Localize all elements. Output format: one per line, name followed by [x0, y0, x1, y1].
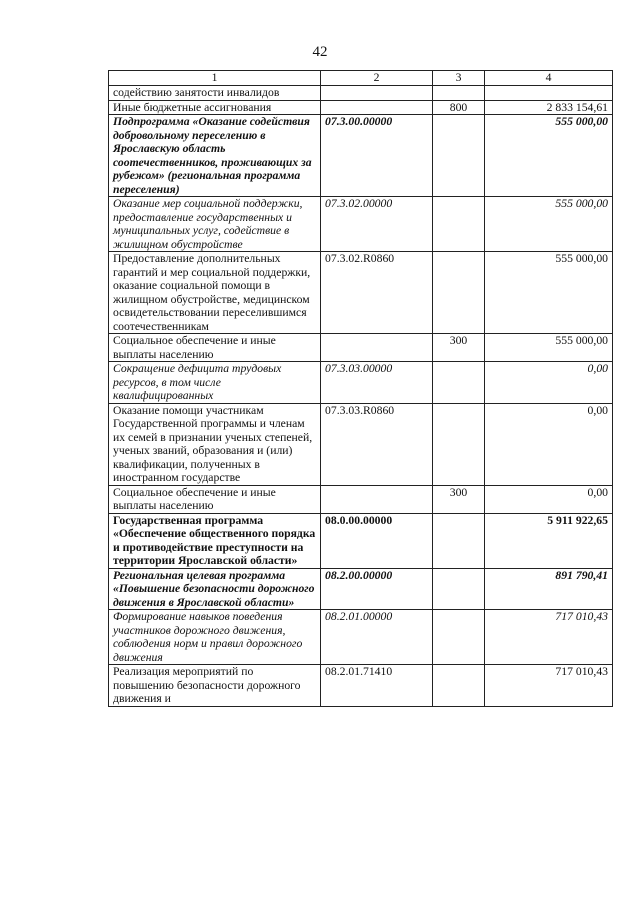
row-amount-cell: 0,00: [485, 485, 613, 513]
table-row: [109, 665, 613, 707]
row-name-cell: содействию занятости инвалидов: [109, 86, 321, 101]
table-row: [109, 513, 613, 568]
row-code-cell: 07.3.00.00000: [321, 115, 433, 197]
table-row: [109, 362, 613, 404]
row-code-cell: 07.3.03.00000: [321, 362, 433, 404]
row-code-cell: [321, 485, 433, 513]
row-code-cell: 08.2.01.00000: [321, 610, 433, 665]
row-amount-cell: [485, 86, 613, 101]
row-type-cell: [433, 610, 485, 665]
row-name-cell: Государственная программа «Обеспечение общественного порядка и противодействие преступности на территории Ярославской области»: [109, 513, 321, 568]
row-amount-cell: 555 000,00: [485, 197, 613, 252]
table-row: [109, 403, 613, 485]
row-code-cell: [321, 334, 433, 362]
row-amount-cell: 555 000,00: [485, 252, 613, 334]
column-header-name: 1: [109, 71, 321, 86]
row-amount-cell: 0,00: [485, 403, 613, 485]
column-header-amount: 4: [485, 71, 613, 86]
table-header-row: [109, 71, 613, 86]
table-row: [109, 568, 613, 610]
row-type-cell: [433, 115, 485, 197]
table-row: [109, 610, 613, 665]
table-row: [109, 100, 613, 115]
row-code-cell: 08.2.01.71410: [321, 665, 433, 707]
row-type-cell: [433, 86, 485, 101]
row-name-cell: Иные бюджетные ассигнования: [109, 100, 321, 115]
row-type-cell: [433, 568, 485, 610]
page-number: 42: [312, 44, 328, 60]
row-amount-cell: 717 010,43: [485, 665, 613, 707]
table-row: [109, 334, 613, 362]
row-code-cell: 08.0.00.00000: [321, 513, 433, 568]
row-amount-cell: 555 000,00: [485, 115, 613, 197]
row-type-cell: 300: [433, 485, 485, 513]
row-code-cell: 07.3.02.00000: [321, 197, 433, 252]
row-name-cell: Формирование навыков поведения участников дорожного движения, соблюдения норм и правил дорожного движения: [109, 610, 321, 665]
column-header-code: 2: [321, 71, 433, 86]
row-type-cell: [433, 665, 485, 707]
column-header-type: 3: [433, 71, 485, 86]
row-code-cell: 07.3.03.R0860: [321, 403, 433, 485]
row-amount-cell: 555 000,00: [485, 334, 613, 362]
table-row: [109, 115, 613, 197]
row-code-cell: [321, 100, 433, 115]
row-amount-cell: 5 911 922,65: [485, 513, 613, 568]
row-type-cell: [433, 403, 485, 485]
budget-table: [108, 70, 613, 707]
row-name-cell: Оказание мер социальной поддержки, предоставление государственных и муниципальных услуг, содействие в жилищном обустройстве: [109, 197, 321, 252]
table-row: [109, 86, 613, 101]
row-name-cell: Сокращение дефицита трудовых ресурсов, в том числе квалифицированных: [109, 362, 321, 404]
row-code-cell: 08.2.00.00000: [321, 568, 433, 610]
row-name-cell: Реализация мероприятий по повышению безопасности дорожного движения и: [109, 665, 321, 707]
row-name-cell: Региональная целевая программа «Повышение безопасности дорожного движения в Ярославской области»: [109, 568, 321, 610]
row-amount-cell: 891 790,41: [485, 568, 613, 610]
row-type-cell: [433, 362, 485, 404]
row-type-cell: [433, 513, 485, 568]
table-row: [109, 252, 613, 334]
row-name-cell: Социальное обеспечение и иные выплаты населению: [109, 485, 321, 513]
table-row: [109, 197, 613, 252]
row-type-cell: 300: [433, 334, 485, 362]
row-name-cell: Оказание помощи участникам Государственной программы и членам их семей в признании ученых степеней, ученых званий, образования и (или) квалификации, полученных в иностранном государстве: [109, 403, 321, 485]
row-amount-cell: 0,00: [485, 362, 613, 404]
row-amount-cell: 717 010,43: [485, 610, 613, 665]
row-amount-cell: 2 833 154,61: [485, 100, 613, 115]
row-name-cell: Социальное обеспечение и иные выплаты населению: [109, 334, 321, 362]
row-code-cell: [321, 86, 433, 101]
row-name-cell: Подпрограмма «Оказание содействия добровольному переселению в Ярославскую область соотечественников, проживающих за рубежом» (региональная программа переселения): [109, 115, 321, 197]
row-type-cell: [433, 252, 485, 334]
row-type-cell: 800: [433, 100, 485, 115]
row-type-cell: [433, 197, 485, 252]
row-code-cell: 07.3.02.R0860: [321, 252, 433, 334]
table-row: [109, 485, 613, 513]
row-name-cell: Предоставление дополнительных гарантий и мер социальной поддержки, оказание социальной помощи в жилищном обустройстве, медицинском освидетельствовании переселившимся соотечественникам: [109, 252, 321, 334]
